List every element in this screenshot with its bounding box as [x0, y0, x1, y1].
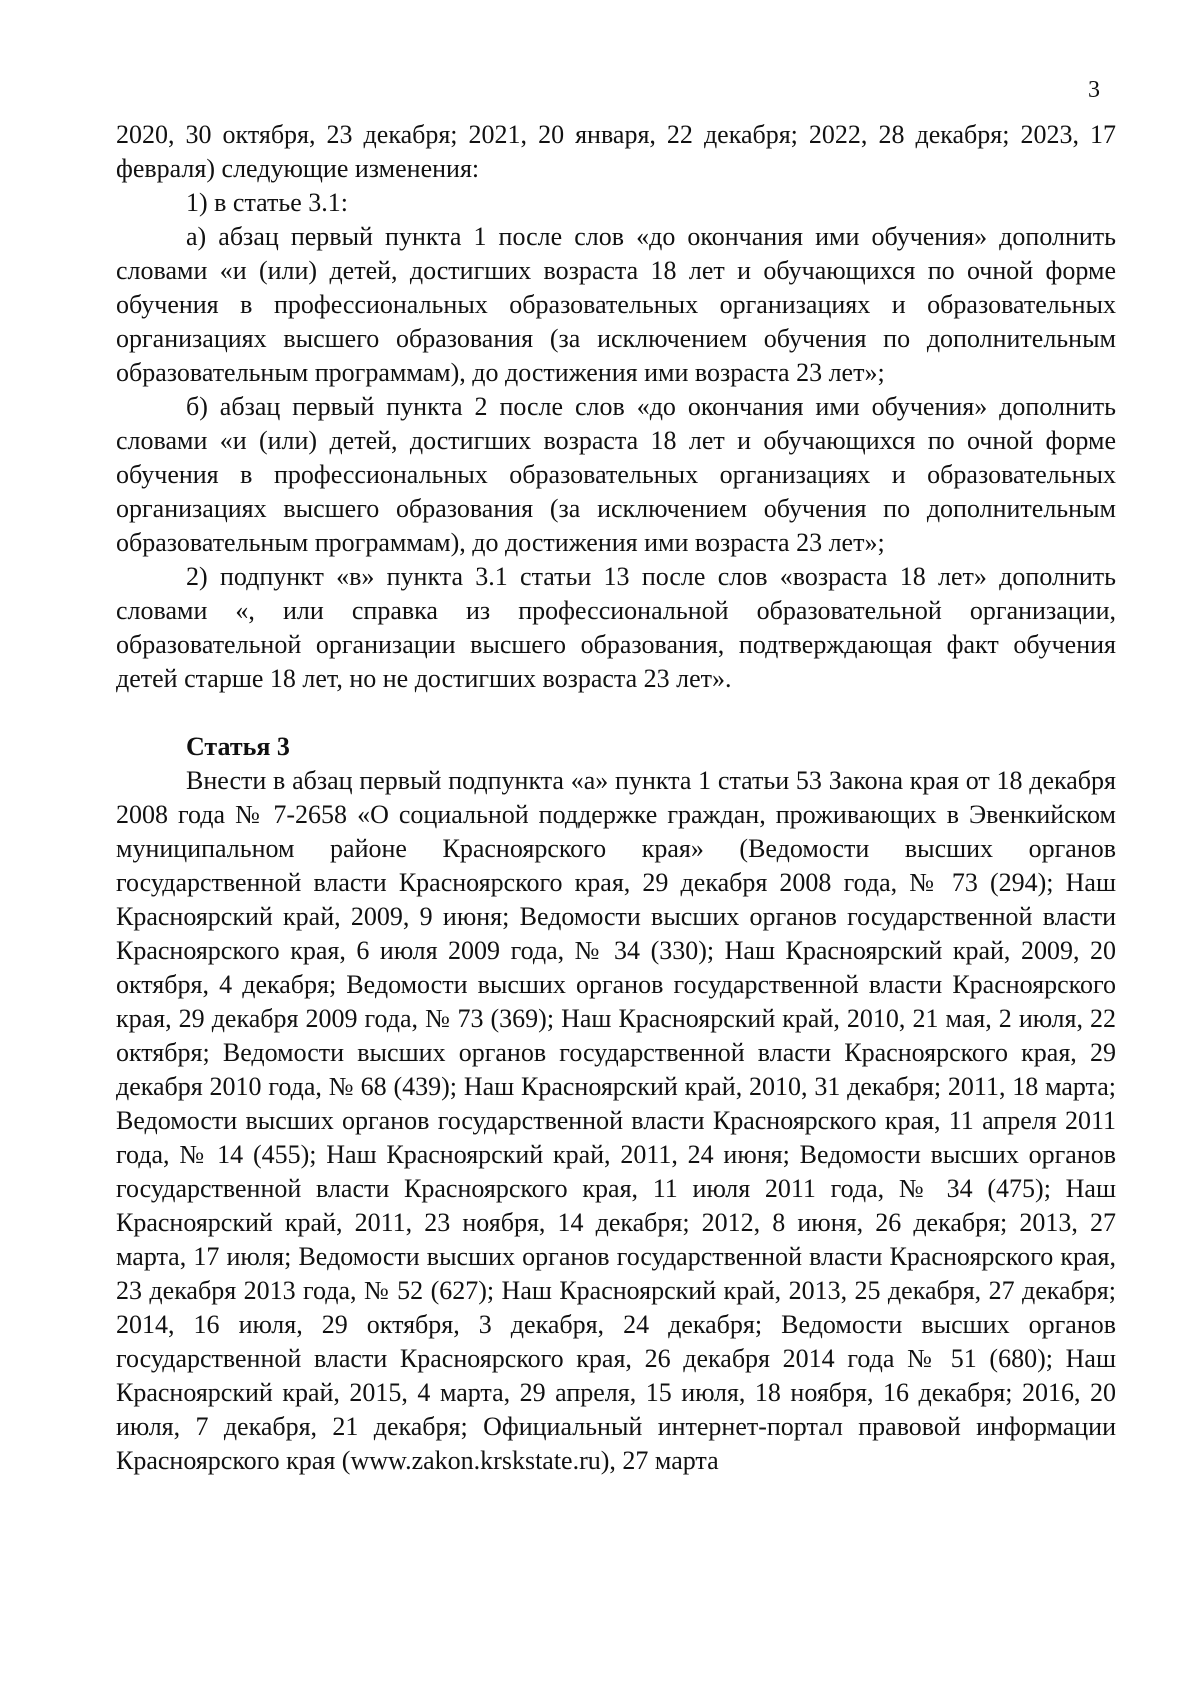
section-spacer: [116, 696, 1116, 730]
paragraph-item-1: 1) в статье 3.1:: [186, 188, 349, 217]
paragraph-subitem-a: а) абзац первый пункта 1 после слов «до окончания ими обучения» дополнить словами «и (или) детей, достигших возраста 18 лет и обучающихся по очной форме обучения в профессиональных образовательных организациях и образовательных организациях высшего образования (за исключением обучения по дополнительным образовательным программам), до достижения ими возраста 23 лет»;: [116, 222, 1116, 387]
article-body: Внести в абзац первый подпункта «а» пункта 1 статьи 53 Закона края от 18 декабря 2008 года № 7-2658 «О социальной поддержке граждан, проживающих в Эвенкийском муниципальном районе Красноярского края» (Ведомости высших органов государственной власти Красноярского края, 29 декабря 2008 года, № 73 (294); Наш Красноярский край, 2009, 9 июня; Ведомости высших органов государственной власти Красноярского края, 6 июля 2009 года, № 34 (330); Наш Красноярский край, 2009, 20 октября, 4 декабря; Ведомости высших органов государственной власти Красноярского края, 29 декабря 2009 года, № 73 (369); Наш Красноярский край, 2010, 21 мая, 2 июля, 22 октября; Ведомости высших органов государственной власти Красноярского края, 29 декабря 2010 года, № 68 (439); Наш Красноярский край, 2010, 31 декабря; 2011, 18 марта; Ведомости высших органов государственной власти Красноярского края, 11 апреля 2011 года, № 14 (455); Наш Красноярский край, 2011, 24 июня; Ведомости высших органов государственной власти Красноярского края, 11 июля 2011 года, № 34 (475); Наш Красноярский край, 2011, 23 ноября, 14 декабря; 2012, 8 июня, 26 декабря; 2013, 27 марта, 17 июля; Ведомости высших органов государственной власти Красноярского края, 23 декабря 2013 года, № 52 (627); Наш Красноярский край, 2013, 25 декабря, 27 декабря; 2014, 16 июля, 29 октября, 3 декабря, 24 декабря; Ведомости высших органов государственной власти Красноярского края, 26 декабря 2014 года № 51 (680); Наш Красноярский край, 2015, 4 марта, 29 апреля, 15 июля, 18 ноября, 16 декабря; 2016, 20 июля, 7 декабря, 21 декабря; Официальный интернет-портал правовой информации Красноярского края (www.zakon.krskstate.ru), 27 марта: [116, 766, 1116, 1475]
document-body: [116, 118, 1116, 1478]
article-title: Статья 3: [186, 732, 290, 761]
paragraph-item-2: 2) подпункт «в» пункта 3.1 статьи 13 после слов «возраста 18 лет» дополнить словами «, или справка из профессиональной образовательной организации, образовательной организации высшего образования, подтверждающая факт обучения детей старше 18 лет, но не достигших возраста 23 лет».: [116, 562, 1116, 693]
paragraph-subitem-b: б) абзац первый пункта 2 после слов «до окончания ими обучения» дополнить словами «и (или) детей, достигших возраста 18 лет и обучающихся по очной форме обучения в профессиональных образовательных организациях и образовательных организациях высшего образования (за исключением обучения по дополнительным образовательным программам), до достижения ими возраста 23 лет»;: [116, 392, 1116, 557]
paragraph-continuation: 2020, 30 октября, 23 декабря; 2021, 20 января, 22 декабря; 2022, 28 декабря; 2023, 17 февраля) следующие изменения:: [116, 120, 1116, 183]
page-number: 3: [1088, 77, 1100, 103]
